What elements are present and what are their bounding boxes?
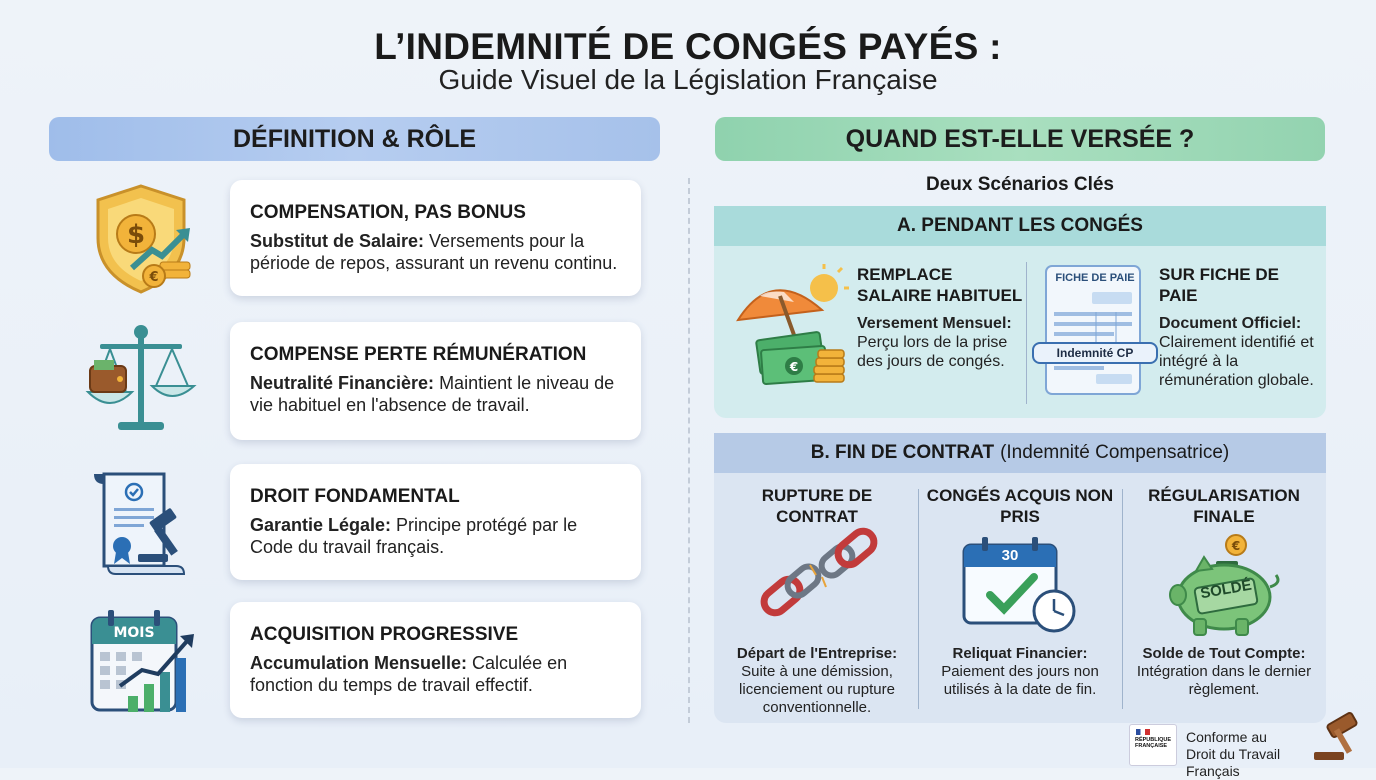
card-body: Neutralité Financière: Maintient le niveau de vie habituel en l'absence de travail. bbox=[250, 373, 615, 415]
panel-fin-contrat bbox=[714, 433, 1326, 723]
card-acquisition bbox=[230, 602, 641, 718]
col-body: Document Officiel: Clairement identifié et intégré à la rémunération globale. bbox=[1159, 315, 1314, 389]
col-title: RUPTURE DE CONTRAT bbox=[761, 486, 873, 526]
card-body: Garantie Légale: Principe protégé par le Code du travail français. bbox=[250, 515, 578, 557]
column-divider bbox=[688, 178, 690, 723]
panelA-col-remplace bbox=[857, 264, 1027, 371]
svg-text:€: € bbox=[1231, 539, 1241, 553]
panelB-separator bbox=[918, 489, 919, 709]
card-title: ACQUISITION PROGRESSIVE bbox=[250, 624, 519, 645]
payslip-icon bbox=[1036, 262, 1154, 398]
balance-scale-icon bbox=[80, 318, 202, 440]
piggy-label: SOLDÉ bbox=[1199, 576, 1253, 603]
col-title: RÉGULARISATION FINALE bbox=[1148, 486, 1300, 526]
svg-text:€: € bbox=[149, 270, 159, 285]
card-body: Accumulation Mensuelle: Calculée en fonction du temps de travail effectif. bbox=[250, 653, 568, 695]
broken-chain-icon bbox=[758, 531, 878, 631]
panelA-col-fiche bbox=[1159, 264, 1321, 390]
svg-text:€: € bbox=[789, 360, 799, 374]
section-heading-definition: DÉFINITION & RÔLE bbox=[49, 117, 660, 161]
legal-document-icon bbox=[80, 462, 202, 584]
col-body: Solde de Tout Compte: Intégration dans le dernier règlement. bbox=[1136, 645, 1312, 698]
card-droit-fondamental bbox=[230, 464, 641, 580]
col-title: REMPLACE SALAIRE HABITUEL bbox=[857, 265, 1023, 305]
col-body: Départ de l'Entreprise: Suite à une démission, licenciement ou rupture conventionnelle. bbox=[736, 645, 898, 716]
beach-money-icon bbox=[732, 256, 852, 396]
col-body: Versement Mensuel: Perçu lors de la prise des jours de congés. bbox=[857, 315, 1012, 370]
card-perte-remuneration bbox=[230, 322, 641, 440]
payslip-tag: Indemnité CP bbox=[1032, 342, 1158, 364]
col-title: CONGÉS ACQUIS NON PRIS bbox=[926, 486, 1114, 526]
republique-logo: RÉPUBLIQUE FRANÇAISE bbox=[1129, 724, 1177, 766]
panelB-col-regularisation bbox=[1128, 485, 1320, 527]
panelB-col-conges bbox=[924, 485, 1116, 527]
card-title: DROIT FONDAMENTAL bbox=[250, 486, 460, 507]
section-heading-quand: QUAND EST-ELLE VERSÉE ? bbox=[715, 117, 1325, 161]
panel-pendant-conges bbox=[714, 206, 1326, 418]
col-title: SUR FICHE DE PAIE bbox=[1159, 265, 1279, 305]
svg-text:$: $ bbox=[126, 220, 146, 250]
panelB-col-rupture bbox=[722, 485, 912, 527]
calendar-day: 30 bbox=[1001, 547, 1019, 564]
shield-money-icon bbox=[80, 178, 202, 300]
panel-heading: A. PENDANT LES CONGÉS bbox=[714, 206, 1326, 246]
footer-text: Conforme au Droit du Travail Français bbox=[1186, 729, 1281, 779]
col-body: Reliquat Financier: Paiement des jours non utilisés à la date de fin. bbox=[941, 645, 1099, 698]
calendar-label: MOIS bbox=[113, 625, 155, 641]
piggy-bank-icon bbox=[1166, 531, 1284, 639]
page-subtitle: Guide Visuel de la Législation Française bbox=[438, 64, 938, 95]
gavel-icon bbox=[1310, 712, 1368, 764]
payslip-label: FICHE DE PAIE bbox=[1055, 272, 1135, 284]
card-title: COMPENSATION, PAS BONUS bbox=[250, 202, 526, 223]
panelA-separator bbox=[1026, 262, 1027, 404]
scenarios-title: Deux Scénarios Clés bbox=[926, 174, 1114, 195]
panelB-separator bbox=[1122, 489, 1123, 709]
page-title: L’INDEMNITÉ DE CONGÉS PAYÉS : bbox=[374, 26, 1002, 67]
calendar-growth-icon bbox=[80, 604, 202, 726]
card-body: Substitut de Salaire: Versements pour la période de repos, assurant un revenu continu. bbox=[250, 231, 618, 273]
card-compensation bbox=[230, 180, 641, 296]
card-title: COMPENSE PERTE RÉMUNÉRATION bbox=[250, 344, 587, 365]
panel-heading: B. FIN DE CONTRAT (Indemnité Compensatrice) bbox=[714, 433, 1326, 473]
calendar-clock-icon bbox=[960, 535, 1084, 639]
